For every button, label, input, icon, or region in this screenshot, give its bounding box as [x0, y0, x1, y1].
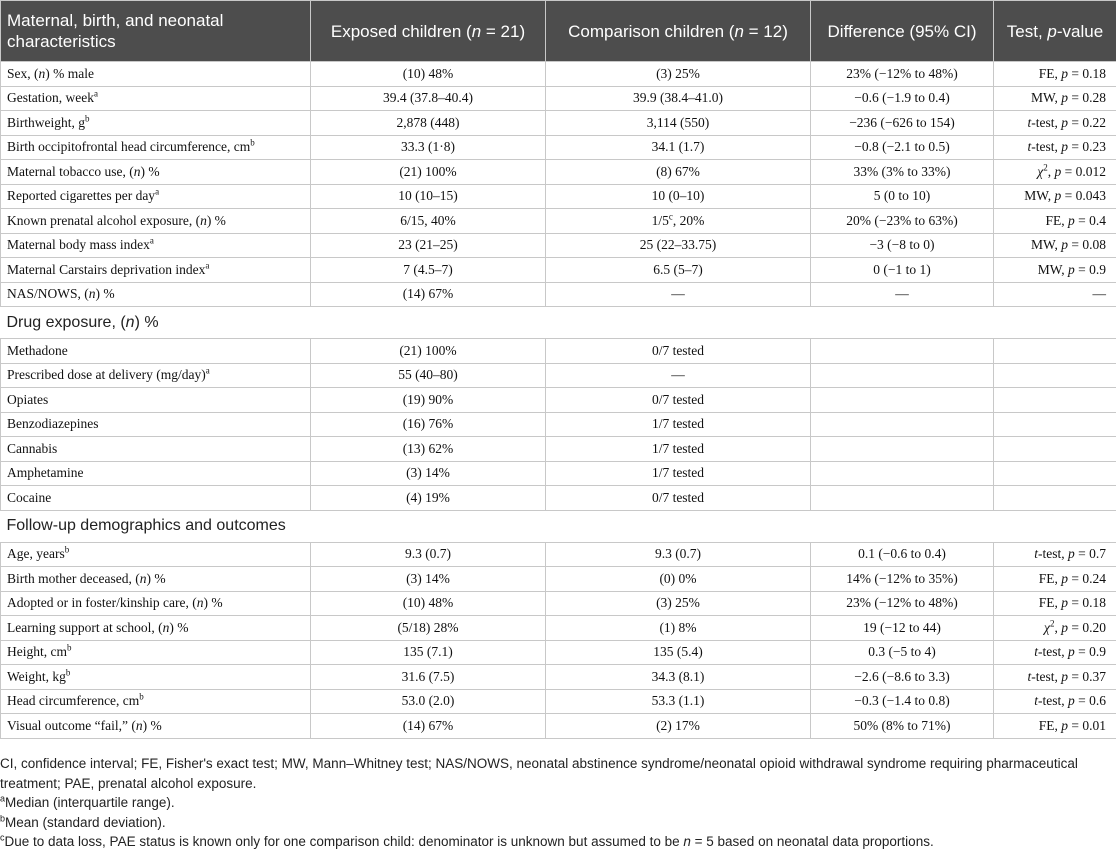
table-row: [1, 62, 1116, 87]
table-row: [1, 412, 1116, 437]
table-row: [1, 714, 1116, 739]
test-value: MW, p = 0.08: [994, 233, 1116, 258]
exposed-value: 135 (7.1): [311, 640, 546, 665]
difference-value: 0.3 (−5 to 4): [811, 640, 994, 665]
test-value: [994, 363, 1116, 388]
table-row: [1, 135, 1116, 160]
exposed-value: (4) 19%: [311, 486, 546, 511]
row-label: Sex, (n) % male: [1, 62, 311, 87]
test-value: MW, p = 0.043: [994, 184, 1116, 209]
row-label: Birth occipitofrontal head circumference, $cm^b$: [1, 135, 311, 160]
test-value: [994, 461, 1116, 486]
row-label: Learning support at school, (n) %: [1, 616, 311, 641]
difference-value: −236 (−626 to 154): [811, 111, 994, 136]
exposed-value: 10 (10–15): [311, 184, 546, 209]
section-title: Follow-up demographics and outcomes: [1, 510, 1116, 542]
test-value: [994, 339, 1116, 364]
row-label: Adopted or in foster/kinship care, (n) %: [1, 591, 311, 616]
test-value: FE, p = 0.18: [994, 62, 1116, 87]
exposed-value: 6/15, 40%: [311, 209, 546, 234]
exposed-value: (3) 14%: [311, 567, 546, 592]
comparison-value: 39.9 (38.4–41.0): [546, 86, 811, 111]
comparison-value: 34.3 (8.1): [546, 665, 811, 690]
test-value: t-test, p = 0.7: [994, 542, 1116, 567]
test-value: MW, p = 0.9: [994, 258, 1116, 283]
exposed-value: 33.3 (1·8): [311, 135, 546, 160]
exposed-value: (14) 67%: [311, 714, 546, 739]
row-label: Maternal body mass index$^a$: [1, 233, 311, 258]
row-label: Cannabis: [1, 437, 311, 462]
table-row: [1, 461, 1116, 486]
table-row: [1, 591, 1116, 616]
difference-value: 14% (−12% to 35%): [811, 567, 994, 592]
exposed-value: (21) 100%: [311, 339, 546, 364]
row-label: Weight, $kg^b$: [1, 665, 311, 690]
comparison-value: 1/7 tested: [546, 412, 811, 437]
difference-value: 20% (−23% to 63%): [811, 209, 994, 234]
comparison-value: 34.1 (1.7): [546, 135, 811, 160]
exposed-value: 31.6 (7.5): [311, 665, 546, 690]
exposed-value: (5/18) 28%: [311, 616, 546, 641]
comparison-value: (2) 17%: [546, 714, 811, 739]
exposed-value: 53.0 (2.0): [311, 689, 546, 714]
comparison-value: (1) 8%: [546, 616, 811, 641]
comparison-value: 53.3 (1.1): [546, 689, 811, 714]
table-row: [1, 282, 1116, 307]
header-test: Test, p-value: [994, 1, 1116, 62]
row-label: Amphetamine: [1, 461, 311, 486]
exposed-value: (10) 48%: [311, 62, 546, 87]
comparison-value: 135 (5.4): [546, 640, 811, 665]
test-value: [994, 486, 1116, 511]
comparison-value: (8) 67%: [546, 160, 811, 185]
row-label: Benzodiazepines: [1, 412, 311, 437]
test-value: [994, 437, 1116, 462]
difference-value: 50% (8% to 71%): [811, 714, 994, 739]
table-row: [1, 689, 1116, 714]
section-title: Drug exposure, (n) %: [1, 307, 1116, 339]
difference-value: 23% (−12% to 48%): [811, 591, 994, 616]
table-row: [1, 363, 1116, 388]
difference-value: [811, 388, 994, 413]
row-label: Visual outcome “fail,” (n) %: [1, 714, 311, 739]
row-label: Height, $cm^b$: [1, 640, 311, 665]
row-label: Birthweight, $g^b$: [1, 111, 311, 136]
table-row: [1, 640, 1116, 665]
difference-value: 0.1 (−0.6 to 0.4): [811, 542, 994, 567]
table-row: [1, 437, 1116, 462]
difference-value: —: [811, 282, 994, 307]
table-row: [1, 665, 1116, 690]
test-value: FE, p = 0.01: [994, 714, 1116, 739]
comparison-value: 25 (22–33.75): [546, 233, 811, 258]
table-row: [1, 184, 1116, 209]
difference-value: 23% (−12% to 48%): [811, 62, 994, 87]
table-row: [1, 616, 1116, 641]
exposed-value: (3) 14%: [311, 461, 546, 486]
comparison-value: 0/7 tested: [546, 388, 811, 413]
comparison-value: 3,114 (550): [546, 111, 811, 136]
difference-value: [811, 363, 994, 388]
comparison-value: (3) 25%: [546, 591, 811, 616]
difference-value: [811, 461, 994, 486]
comparison-value: 1/7 tested: [546, 461, 811, 486]
difference-value: [811, 339, 994, 364]
difference-value: −0.3 (−1.4 to 0.8): [811, 689, 994, 714]
section-header-row: [1, 307, 1116, 339]
row-label: NAS/NOWS, (n) %: [1, 282, 311, 307]
row-label: Cocaine: [1, 486, 311, 511]
test-value: t-test, p = 0.23: [994, 135, 1116, 160]
comparison-value: 10 (0–10): [546, 184, 811, 209]
test-value: [994, 412, 1116, 437]
test-value: t-test, p = 0.6: [994, 689, 1116, 714]
exposed-value: 55 (40–80): [311, 363, 546, 388]
exposed-value: 7 (4.5–7): [311, 258, 546, 283]
difference-value: −0.6 (−1.9 to 0.4): [811, 86, 994, 111]
difference-value: −0.8 (−2.1 to 0.5): [811, 135, 994, 160]
exposed-value: (21) 100%: [311, 160, 546, 185]
table-row: [1, 258, 1116, 283]
row-label: Prescribed dose at delivery $(mg/day)^a$: [1, 363, 311, 388]
exposed-value: (13) 62%: [311, 437, 546, 462]
header-exposed: Exposed children (n = 21): [311, 1, 546, 62]
row-label: Reported cigarettes per day$^a$: [1, 184, 311, 209]
exposed-value: (14) 67%: [311, 282, 546, 307]
comparison-value: 0/7 tested: [546, 339, 811, 364]
test-value: t-test, p = 0.37: [994, 665, 1116, 690]
test-value: MW, p = 0.28: [994, 86, 1116, 111]
difference-value: [811, 486, 994, 511]
row-label: Maternal Carstairs deprivation index$^a$: [1, 258, 311, 283]
table-row: [1, 486, 1116, 511]
row-label: Opiates: [1, 388, 311, 413]
exposed-value: 2,878 (448): [311, 111, 546, 136]
difference-value: [811, 437, 994, 462]
comparison-value: 1/5$^c$, 20%: [546, 209, 811, 234]
table-row: [1, 339, 1116, 364]
test-value: $\chi^2$, p = 0.012: [994, 160, 1116, 185]
difference-value: −3 (−8 to 0): [811, 233, 994, 258]
exposed-value: 23 (21–25): [311, 233, 546, 258]
row-label: Gestation, week$^a$: [1, 86, 311, 111]
header-comparison: Comparison children (n = 12): [546, 1, 811, 62]
difference-value: −2.6 (−8.6 to 3.3): [811, 665, 994, 690]
table-body: [1, 62, 1116, 739]
table-row: [1, 160, 1116, 185]
footnote: $^c$Due to data loss, PAE status is known only for one comparison child: denominator is unknown but assumed to be n = 5 based on neonatal data proportions.: [0, 832, 934, 849]
difference-value: 33% (3% to 33%): [811, 160, 994, 185]
footnote: CI, confidence interval; FE, Fisher's exact test; MW, Mann–Whitney test; NAS/NOWS, neonatal abstinence syndrome/neonatal opioid withdrawal syndrome requiring pharmaceutical treatment; PAE, prenatal alcohol exposure.: [0, 756, 1078, 791]
table-row: [1, 233, 1116, 258]
table-row: [1, 111, 1116, 136]
row-label: Age, years$^b$: [1, 542, 311, 567]
table-header-row: [1, 1, 1116, 62]
table-row: [1, 542, 1116, 567]
difference-value: 19 (−12 to 44): [811, 616, 994, 641]
comparison-value: 9.3 (0.7): [546, 542, 811, 567]
row-label: Known prenatal alcohol exposure, (n) %: [1, 209, 311, 234]
comparison-value: —: [546, 363, 811, 388]
exposed-value: 9.3 (0.7): [311, 542, 546, 567]
row-label: Head circumference, $cm^b$: [1, 689, 311, 714]
footnote: $^a$Median (interquartile range).: [0, 793, 175, 810]
exposed-value: (16) 76%: [311, 412, 546, 437]
comparison-value: 1/7 tested: [546, 437, 811, 462]
row-label: Birth mother deceased, (n) %: [1, 567, 311, 592]
difference-value: 0 (−1 to 1): [811, 258, 994, 283]
test-value: $\chi^2$, p = 0.20: [994, 616, 1116, 641]
row-label: Maternal tobacco use, (n) %: [1, 160, 311, 185]
table-footnotes: [0, 754, 1116, 852]
difference-value: 5 (0 to 10): [811, 184, 994, 209]
test-value: FE, p = 0.18: [994, 591, 1116, 616]
comparison-value: (0) 0%: [546, 567, 811, 592]
row-label: Methadone: [1, 339, 311, 364]
table-row: [1, 388, 1116, 413]
footnote: $^b$Mean (standard deviation).: [0, 813, 166, 830]
comparison-value: 0/7 tested: [546, 486, 811, 511]
exposed-value: (19) 90%: [311, 388, 546, 413]
test-value: [994, 388, 1116, 413]
test-value: FE, p = 0.24: [994, 567, 1116, 592]
exposed-value: 39.4 (37.8–40.4): [311, 86, 546, 111]
table-row: [1, 567, 1116, 592]
exposed-value: (10) 48%: [311, 591, 546, 616]
header-characteristics: Maternal, birth, and neonatal characteristics: [1, 1, 311, 62]
difference-value: [811, 412, 994, 437]
test-value: —: [994, 282, 1116, 307]
table-row: [1, 86, 1116, 111]
test-value: FE, p = 0.4: [994, 209, 1116, 234]
comparison-value: —: [546, 282, 811, 307]
table-row: [1, 209, 1116, 234]
comparison-value: 6.5 (5–7): [546, 258, 811, 283]
test-value: t-test, p = 0.22: [994, 111, 1116, 136]
section-header-row: [1, 510, 1116, 542]
comparison-value: (3) 25%: [546, 62, 811, 87]
test-value: t-test, p = 0.9: [994, 640, 1116, 665]
header-difference: Difference (95% CI): [811, 1, 994, 62]
